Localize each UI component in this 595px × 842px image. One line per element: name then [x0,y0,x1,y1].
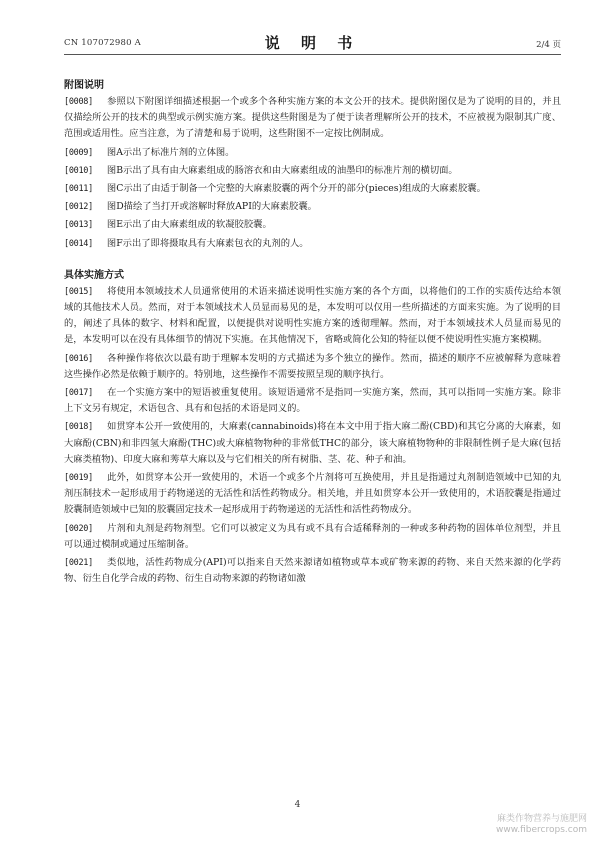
paragraph [64,181,561,197]
paragraph-number: [0008] [64,97,93,107]
paragraph-text: 图C示出了由适于制备一个完整的大麻素胶囊的两个分开的部分(pieces)组成的大麻素胶囊。 [106,183,486,195]
paragraph-number: [0013] [64,220,93,231]
watermark-site-name: 麻类作物营养与施肥网 [496,814,587,824]
watermark-url: www.fibercrops.com [496,825,587,835]
paragraph-text: 图E示出了由大麻素组成的软凝胶胶囊。 [106,219,272,231]
paragraph [64,236,561,252]
paragraph-number: [0016] [64,353,93,364]
paragraph-text: 各种操作将依次以最有助于理解本发明的方式描述为多个独立的操作。然而，描述的顺序不应被解释为意味着这些操作必然是依赖于顺序的。特别地，这些操作不需要按照呈现的顺序执行。 [64,352,561,380]
paragraph-number: [0020] [64,523,93,534]
paragraph-text: 将使用本领域技术人员通常使用的术语来描述说明性实施方案的各个方面，以将他们的工作的实质传达给本领域的其他技术人员。然而，对于本领域技术人员显而易见的是，本发明可以仅用一些所描述的方面来实施。为了说明的目的，阐述了具体的数字、材料和配置，以便提供对说明性实施方案的透彻理解。然而，对于本领域技术人员显而易见的是，本发明可以在没有具体细节的情况下实施。在其他情况下，省略或简化公知的特征以便不使说明性实施方案模糊。 [64,285,561,346]
page-of-total: 2/4 页 [536,40,561,50]
paragraph [64,419,561,468]
paragraph [64,284,561,349]
paragraph [64,217,561,233]
paragraph-number: [0019] [64,473,93,484]
paragraph-number: [0015] [64,286,93,297]
paragraph-text: 图A示出了标准片剂的立体图。 [106,146,235,158]
paragraph-text: 图B示出了具有由大麻素组成的肠溶衣和由大麻素组成的油墨印的标准片剂的横切面。 [106,164,458,176]
site-watermark [496,814,587,836]
paragraph-number: [0021] [64,558,93,569]
publication-number: CN 107072980 A [64,38,141,48]
page-header [64,32,561,52]
paragraph [64,145,561,161]
paragraph [64,385,561,417]
paragraph-number: [0017] [64,388,93,399]
paragraph [64,521,561,553]
section-heading-drawings: 附图说明 [64,80,104,91]
paragraph-text: 在一个实施方案中的短语被重复使用。该短语通常不是指同一实施方案，然而，其可以指同一实施方案。除非上下文另有规定，术语包含、具有和包括的术语是同义的。 [64,387,561,415]
paragraph-text: 此外，如贯穿本公开一致使用的，术语一个或多个片剂将可互换使用，并且是指通过丸剂制造领域中已知的丸剂压制技术一起形成用于药物递送的无活性和活性药物成分。相关地，并且如贯穿本公开一致使用的，术语胶囊是指通过胶囊制造领域中已知的胶囊固定技术一起形成用于药物递送的无活性和活性药物成分。 [64,472,561,516]
paragraph-number: [0011] [64,184,93,195]
paragraph-text: 类似地，活性药物成分(API)可以指来自天然来源诸如植物或草本或矿物来源的药物、来自天然来源的化学药物、衍生自化学合成的药物、衍生自动物来源的药物诸如激 [64,557,561,585]
paragraph [64,555,561,587]
page-number: 4 [294,800,301,810]
paragraph [64,470,561,519]
paragraph-number: [0010] [64,165,93,176]
paragraph-text: 图D描绘了当打开或溶解时释放API的大麻素胶囊。 [106,201,317,213]
section-heading-embodiments: 具体实施方式 [64,269,124,281]
paragraph [64,199,561,215]
paragraph-text: 图F示出了即将摄取具有大麻素包衣的丸剂的人。 [106,237,309,249]
paragraph-number: [0018] [64,422,93,433]
paragraph-number: [0012] [64,202,93,213]
document-title: 说 明 书 [264,34,361,52]
paragraph-text: 片剂和丸剂是药物剂型。它们可以被定义为具有或不具有合适稀释剂的一种或多种药物的固体单位剂型，并且可以通过模制或通过压缩制备。 [64,522,561,550]
paragraph [64,351,561,383]
paragraph [64,94,561,143]
paragraph-text: 参照以下附图详细描述根据一个或多个各种实施方案的本文公开的技术。提供附图仅是为了说明的目的，并且仅描绘所公开的技术的典型或示例实施方案。提供这些附图是为了便于读者理解所公开的技术，不应被视为限制其广度、范围或适用性。应当注意，为了清楚和易于说明，这些附图不一定按比例制成。 [64,96,561,140]
paragraph-number: [0009] [64,147,93,158]
document-body [64,78,561,589]
paragraph [64,163,561,179]
header-divider [64,54,561,55]
paragraph-number: [0014] [64,238,93,249]
paragraph-text: 如贯穿本公开一致使用的，大麻素(cannabinoids)将在本文中用于指大麻二酚(CBD)和其它分离的大麻素，如大麻酚(CBN)和非四氢大麻酚(THC)或大麻植物物种的非常低THC的部分，该大麻植物物种的非限制性例子是大麻(包括大麻类植物)、印度大麻和莠草大麻以及与它们相关的所有树脂、茎、花、种子和油。 [64,421,561,465]
